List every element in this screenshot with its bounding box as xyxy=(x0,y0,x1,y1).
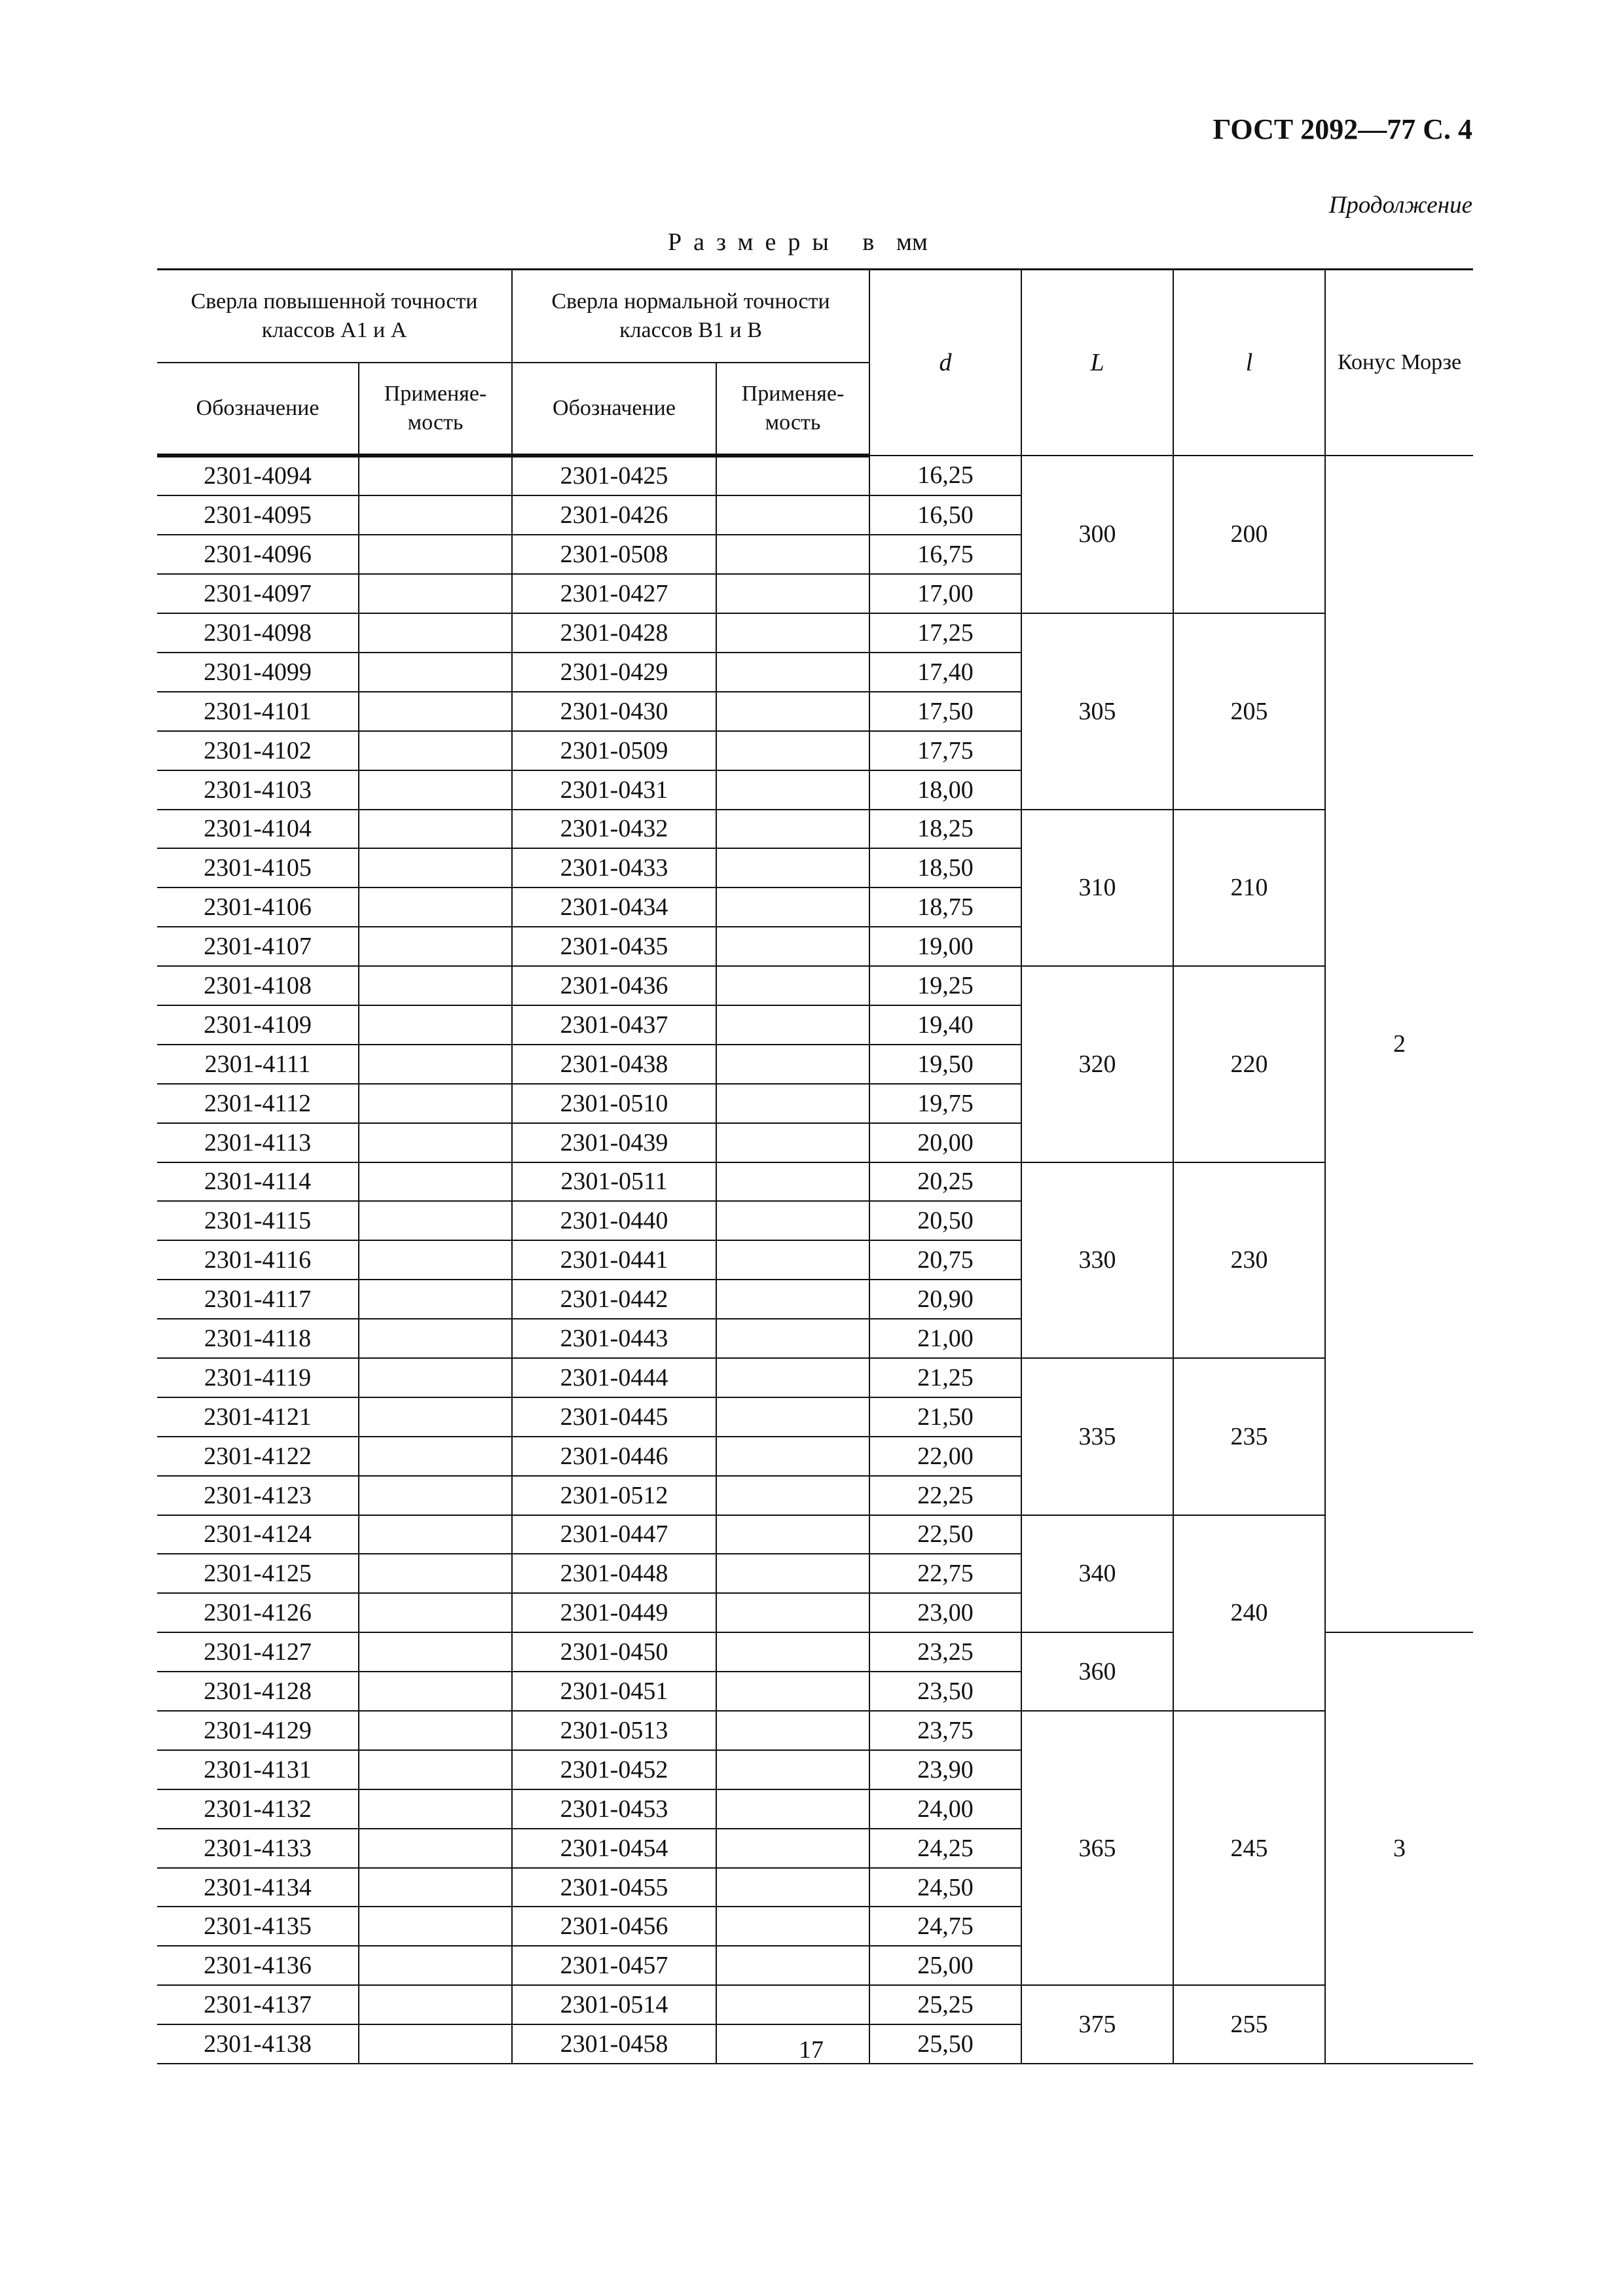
d-cell: 23,75 xyxy=(869,1711,1021,1750)
page-number: 17 xyxy=(799,2036,824,2064)
applicability-a-cell xyxy=(359,731,512,770)
applicability-b-cell xyxy=(716,966,869,1005)
designation-b-cell: 2301-0428 xyxy=(512,613,716,653)
designation-a-cell: 2301-4138 xyxy=(157,2024,359,2064)
d-cell: 21,50 xyxy=(869,1397,1021,1437)
d-cell: 17,25 xyxy=(869,613,1021,653)
designation-b-cell: 2301-0437 xyxy=(512,1005,716,1045)
designation-a-cell: 2301-4118 xyxy=(157,1319,359,1358)
designation-a-cell: 2301-4128 xyxy=(157,1672,359,1711)
L-cell: 300 xyxy=(1021,456,1173,614)
drill-spec-table xyxy=(157,268,1473,2064)
L-cell: 340 xyxy=(1021,1515,1173,1633)
designation-b-cell: 2301-0429 xyxy=(512,653,716,692)
designation-b-cell: 2301-0448 xyxy=(512,1554,716,1593)
applicability-b-cell xyxy=(716,1123,869,1162)
L-cell: 320 xyxy=(1021,966,1173,1162)
applicability-b-cell xyxy=(716,810,869,849)
header-applicability-a: Применяе-мость xyxy=(359,363,512,456)
applicability-a-cell xyxy=(359,1437,512,1476)
d-cell: 22,00 xyxy=(869,1437,1021,1476)
table-row xyxy=(157,1711,1473,1750)
designation-b-cell: 2301-0431 xyxy=(512,770,716,810)
applicability-a-cell xyxy=(359,1593,512,1632)
designation-b-cell: 2301-0458 xyxy=(512,2024,716,2064)
designation-b-cell: 2301-0451 xyxy=(512,1672,716,1711)
designation-a-cell: 2301-4119 xyxy=(157,1358,359,1397)
designation-b-cell: 2301-0442 xyxy=(512,1280,716,1319)
applicability-a-cell xyxy=(359,2024,512,2064)
applicability-a-cell xyxy=(359,1280,512,1319)
applicability-a-cell xyxy=(359,1319,512,1358)
applicability-a-cell xyxy=(359,770,512,810)
applicability-b-cell xyxy=(716,848,869,888)
applicability-b-cell xyxy=(716,1789,869,1829)
designation-b-cell: 2301-0439 xyxy=(512,1123,716,1162)
designation-b-cell: 2301-0430 xyxy=(512,692,716,731)
applicability-a-cell xyxy=(359,574,512,613)
designation-a-cell: 2301-4129 xyxy=(157,1711,359,1750)
applicability-a-cell xyxy=(359,927,512,966)
designation-a-cell: 2301-4107 xyxy=(157,927,359,966)
designation-a-cell: 2301-4098 xyxy=(157,613,359,653)
designation-a-cell: 2301-4106 xyxy=(157,888,359,927)
designation-b-cell: 2301-0447 xyxy=(512,1515,716,1554)
l-cell: 210 xyxy=(1173,810,1325,967)
applicability-b-cell xyxy=(716,1868,869,1907)
applicability-b-cell xyxy=(716,1907,869,1946)
applicability-a-cell xyxy=(359,1750,512,1789)
header-L: L xyxy=(1021,270,1173,456)
designation-a-cell: 2301-4137 xyxy=(157,1985,359,2024)
l-cell: 245 xyxy=(1173,1711,1325,1985)
designation-b-cell: 2301-0427 xyxy=(512,574,716,613)
designation-b-cell: 2301-0454 xyxy=(512,1829,716,1868)
d-cell: 19,50 xyxy=(869,1045,1021,1084)
designation-b-cell: 2301-0434 xyxy=(512,888,716,927)
applicability-b-cell xyxy=(716,1593,869,1632)
L-cell: 365 xyxy=(1021,1711,1173,1985)
designation-a-cell: 2301-4132 xyxy=(157,1789,359,1829)
applicability-b-cell xyxy=(716,888,869,927)
designation-b-cell: 2301-0445 xyxy=(512,1397,716,1437)
d-cell: 24,25 xyxy=(869,1829,1021,1868)
table-body xyxy=(157,456,1473,2064)
applicability-b-cell xyxy=(716,1280,869,1319)
header-d: d xyxy=(869,270,1021,456)
d-cell: 17,75 xyxy=(869,731,1021,770)
applicability-b-cell xyxy=(716,1084,869,1123)
applicability-a-cell xyxy=(359,1868,512,1907)
applicability-a-cell xyxy=(359,848,512,888)
l-cell: 205 xyxy=(1173,613,1325,809)
designation-a-cell: 2301-4124 xyxy=(157,1515,359,1554)
applicability-a-cell xyxy=(359,1201,512,1240)
applicability-a-cell xyxy=(359,966,512,1005)
designation-b-cell: 2301-0425 xyxy=(512,456,716,496)
designation-a-cell: 2301-4116 xyxy=(157,1240,359,1280)
applicability-a-cell xyxy=(359,1907,512,1946)
designation-b-cell: 2301-0452 xyxy=(512,1750,716,1789)
applicability-a-cell xyxy=(359,653,512,692)
designation-b-cell: 2301-0441 xyxy=(512,1240,716,1280)
d-cell: 16,25 xyxy=(869,456,1021,496)
designation-a-cell: 2301-4122 xyxy=(157,1437,359,1476)
designation-a-cell: 2301-4108 xyxy=(157,966,359,1005)
d-cell: 19,75 xyxy=(869,1084,1021,1123)
applicability-b-cell xyxy=(716,1515,869,1554)
L-cell: 305 xyxy=(1021,613,1173,809)
applicability-b-cell xyxy=(716,535,869,574)
d-cell: 21,25 xyxy=(869,1358,1021,1397)
designation-b-cell: 2301-0446 xyxy=(512,1437,716,1476)
units-unit: мм xyxy=(896,228,928,256)
applicability-b-cell xyxy=(716,692,869,731)
designation-a-cell: 2301-4105 xyxy=(157,848,359,888)
d-cell: 19,00 xyxy=(869,927,1021,966)
d-cell: 25,00 xyxy=(869,1946,1021,1985)
d-cell: 20,90 xyxy=(869,1280,1021,1319)
designation-a-cell: 2301-4112 xyxy=(157,1084,359,1123)
designation-b-cell: 2301-0513 xyxy=(512,1711,716,1750)
designation-a-cell: 2301-4126 xyxy=(157,1593,359,1632)
applicability-a-cell xyxy=(359,1123,512,1162)
applicability-a-cell xyxy=(359,1045,512,1084)
applicability-b-cell xyxy=(716,1437,869,1476)
d-cell: 18,25 xyxy=(869,810,1021,849)
applicability-a-cell xyxy=(359,535,512,574)
applicability-b-cell xyxy=(716,495,869,535)
designation-a-cell: 2301-4117 xyxy=(157,1280,359,1319)
d-cell: 17,40 xyxy=(869,653,1021,692)
L-cell: 335 xyxy=(1021,1358,1173,1515)
d-cell: 20,00 xyxy=(869,1123,1021,1162)
header-morse-cone: Конус Морзе xyxy=(1325,270,1473,456)
applicability-b-cell xyxy=(716,1319,869,1358)
applicability-a-cell xyxy=(359,1358,512,1397)
designation-b-cell: 2301-0508 xyxy=(512,535,716,574)
designation-a-cell: 2301-4133 xyxy=(157,1829,359,1868)
l-cell: 255 xyxy=(1173,1985,1325,2064)
l-cell: 220 xyxy=(1173,966,1325,1162)
applicability-b-cell xyxy=(716,1201,869,1240)
applicability-b-cell xyxy=(716,1985,869,2024)
L-cell: 360 xyxy=(1021,1632,1173,1711)
d-cell: 20,25 xyxy=(869,1162,1021,1202)
l-cell: 240 xyxy=(1173,1515,1325,1711)
designation-a-cell: 2301-4103 xyxy=(157,770,359,810)
d-cell: 23,90 xyxy=(869,1750,1021,1789)
table-row xyxy=(157,1985,1473,2024)
applicability-b-cell xyxy=(716,1672,869,1711)
applicability-b-cell xyxy=(716,1554,869,1593)
designation-a-cell: 2301-4114 xyxy=(157,1162,359,1202)
designation-b-cell: 2301-0514 xyxy=(512,1985,716,2024)
applicability-b-cell xyxy=(716,1829,869,1868)
applicability-b-cell xyxy=(716,770,869,810)
designation-b-cell: 2301-0456 xyxy=(512,1907,716,1946)
units-in: в xyxy=(862,228,875,256)
applicability-b-cell xyxy=(716,1240,869,1280)
applicability-a-cell xyxy=(359,1162,512,1202)
d-cell: 16,75 xyxy=(869,535,1021,574)
applicability-a-cell xyxy=(359,1711,512,1750)
designation-a-cell: 2301-4115 xyxy=(157,1201,359,1240)
applicability-a-cell xyxy=(359,1789,512,1829)
applicability-a-cell xyxy=(359,613,512,653)
applicability-a-cell xyxy=(359,810,512,849)
d-cell: 24,00 xyxy=(869,1789,1021,1829)
applicability-b-cell xyxy=(716,2024,869,2064)
applicability-a-cell xyxy=(359,1985,512,2024)
designation-a-cell: 2301-4127 xyxy=(157,1632,359,1672)
designation-a-cell: 2301-4113 xyxy=(157,1123,359,1162)
d-cell: 22,75 xyxy=(869,1554,1021,1593)
designation-b-cell: 2301-0510 xyxy=(512,1084,716,1123)
applicability-b-cell xyxy=(716,1397,869,1437)
table-row xyxy=(157,613,1473,653)
applicability-a-cell xyxy=(359,1084,512,1123)
designation-b-cell: 2301-0435 xyxy=(512,927,716,966)
designation-a-cell: 2301-4135 xyxy=(157,1907,359,1946)
d-cell: 17,00 xyxy=(869,574,1021,613)
d-cell: 16,50 xyxy=(869,495,1021,535)
applicability-a-cell xyxy=(359,1554,512,1593)
designation-a-cell: 2301-4094 xyxy=(157,456,359,496)
applicability-b-cell xyxy=(716,574,869,613)
d-cell: 25,50 xyxy=(869,2024,1021,2064)
designation-b-cell: 2301-0450 xyxy=(512,1632,716,1672)
applicability-b-cell xyxy=(716,1750,869,1789)
d-cell: 17,50 xyxy=(869,692,1021,731)
designation-a-cell: 2301-4102 xyxy=(157,731,359,770)
header-high-precision: Сверла повышенной точности классов А1 и А xyxy=(157,270,512,363)
designation-a-cell: 2301-4121 xyxy=(157,1397,359,1437)
d-cell: 22,50 xyxy=(869,1515,1021,1554)
applicability-b-cell xyxy=(716,1946,869,1985)
designation-a-cell: 2301-4134 xyxy=(157,1868,359,1907)
table-row xyxy=(157,1162,1473,1202)
table-row xyxy=(157,966,1473,1005)
applicability-a-cell xyxy=(359,1397,512,1437)
applicability-b-cell xyxy=(716,653,869,692)
designation-b-cell: 2301-0443 xyxy=(512,1319,716,1358)
designation-b-cell: 2301-0457 xyxy=(512,1946,716,1985)
d-cell: 20,75 xyxy=(869,1240,1021,1280)
designation-a-cell: 2301-4109 xyxy=(157,1005,359,1045)
designation-b-cell: 2301-0426 xyxy=(512,495,716,535)
applicability-a-cell xyxy=(359,1632,512,1672)
designation-a-cell: 2301-4099 xyxy=(157,653,359,692)
d-cell: 24,50 xyxy=(869,1868,1021,1907)
L-cell: 330 xyxy=(1021,1162,1173,1358)
units-caption xyxy=(668,228,928,257)
header-l: l xyxy=(1173,270,1325,456)
applicability-a-cell xyxy=(359,1005,512,1045)
applicability-b-cell xyxy=(716,1358,869,1397)
designation-a-cell: 2301-4104 xyxy=(157,810,359,849)
applicability-b-cell xyxy=(716,1162,869,1202)
applicability-a-cell xyxy=(359,1946,512,1985)
d-cell: 25,25 xyxy=(869,1985,1021,2024)
d-cell: 22,25 xyxy=(869,1476,1021,1515)
applicability-a-cell xyxy=(359,1515,512,1554)
designation-a-cell: 2301-4096 xyxy=(157,535,359,574)
designation-b-cell: 2301-0512 xyxy=(512,1476,716,1515)
applicability-b-cell xyxy=(716,1476,869,1515)
d-cell: 23,50 xyxy=(869,1672,1021,1711)
applicability-a-cell xyxy=(359,456,512,496)
table-row xyxy=(157,1358,1473,1397)
designation-b-cell: 2301-0455 xyxy=(512,1868,716,1907)
d-cell: 21,00 xyxy=(869,1319,1021,1358)
applicability-a-cell xyxy=(359,495,512,535)
designation-a-cell: 2301-4111 xyxy=(157,1045,359,1084)
applicability-a-cell xyxy=(359,888,512,927)
morse-cone-cell: 3 xyxy=(1325,1632,1473,2064)
document-code: ГОСТ 2092—77 С. 4 xyxy=(1213,113,1472,145)
designation-a-cell: 2301-4125 xyxy=(157,1554,359,1593)
table-row xyxy=(157,810,1473,849)
designation-a-cell: 2301-4097 xyxy=(157,574,359,613)
header-designation-a: Обозначение xyxy=(157,363,359,456)
applicability-a-cell xyxy=(359,1672,512,1711)
applicability-a-cell xyxy=(359,1240,512,1280)
applicability-b-cell xyxy=(716,731,869,770)
designation-a-cell: 2301-4131 xyxy=(157,1750,359,1789)
designation-b-cell: 2301-0509 xyxy=(512,731,716,770)
applicability-b-cell xyxy=(716,613,869,653)
d-cell: 18,75 xyxy=(869,888,1021,927)
applicability-a-cell xyxy=(359,692,512,731)
units-label: Размеры xyxy=(668,228,841,256)
designation-b-cell: 2301-0444 xyxy=(512,1358,716,1397)
header-designation-b: Обозначение xyxy=(512,363,716,456)
header-applicability-b: Применяе-мость xyxy=(716,363,869,456)
applicability-b-cell xyxy=(716,1711,869,1750)
d-cell: 24,75 xyxy=(869,1907,1021,1946)
designation-a-cell: 2301-4136 xyxy=(157,1946,359,1985)
designation-b-cell: 2301-0436 xyxy=(512,966,716,1005)
continuation-label: Продолжение xyxy=(1328,192,1472,219)
designation-b-cell: 2301-0438 xyxy=(512,1045,716,1084)
applicability-a-cell xyxy=(359,1476,512,1515)
d-cell: 19,40 xyxy=(869,1005,1021,1045)
table-row xyxy=(157,1515,1473,1554)
applicability-b-cell xyxy=(716,1632,869,1672)
d-cell: 18,50 xyxy=(869,848,1021,888)
table-row xyxy=(157,456,1473,496)
l-cell: 230 xyxy=(1173,1162,1325,1358)
applicability-a-cell xyxy=(359,1829,512,1868)
l-cell: 235 xyxy=(1173,1358,1325,1515)
designation-b-cell: 2301-0511 xyxy=(512,1162,716,1202)
designation-a-cell: 2301-4123 xyxy=(157,1476,359,1515)
designation-b-cell: 2301-0433 xyxy=(512,848,716,888)
d-cell: 18,00 xyxy=(869,770,1021,810)
d-cell: 19,25 xyxy=(869,966,1021,1005)
l-cell: 200 xyxy=(1173,456,1325,614)
L-cell: 375 xyxy=(1021,1985,1173,2064)
applicability-b-cell xyxy=(716,1045,869,1084)
designation-b-cell: 2301-0432 xyxy=(512,810,716,849)
d-cell: 20,50 xyxy=(869,1201,1021,1240)
designation-a-cell: 2301-4101 xyxy=(157,692,359,731)
applicability-b-cell xyxy=(716,927,869,966)
designation-b-cell: 2301-0453 xyxy=(512,1789,716,1829)
designation-b-cell: 2301-0449 xyxy=(512,1593,716,1632)
applicability-b-cell xyxy=(716,456,869,496)
designation-a-cell: 2301-4095 xyxy=(157,495,359,535)
d-cell: 23,00 xyxy=(869,1593,1021,1632)
morse-cone-cell: 2 xyxy=(1325,456,1473,1633)
applicability-b-cell xyxy=(716,1005,869,1045)
header-normal-precision: Сверла нормальной точности классов В1 и В xyxy=(512,270,869,363)
designation-b-cell: 2301-0440 xyxy=(512,1201,716,1240)
d-cell: 23,25 xyxy=(869,1632,1021,1672)
L-cell: 310 xyxy=(1021,810,1173,967)
